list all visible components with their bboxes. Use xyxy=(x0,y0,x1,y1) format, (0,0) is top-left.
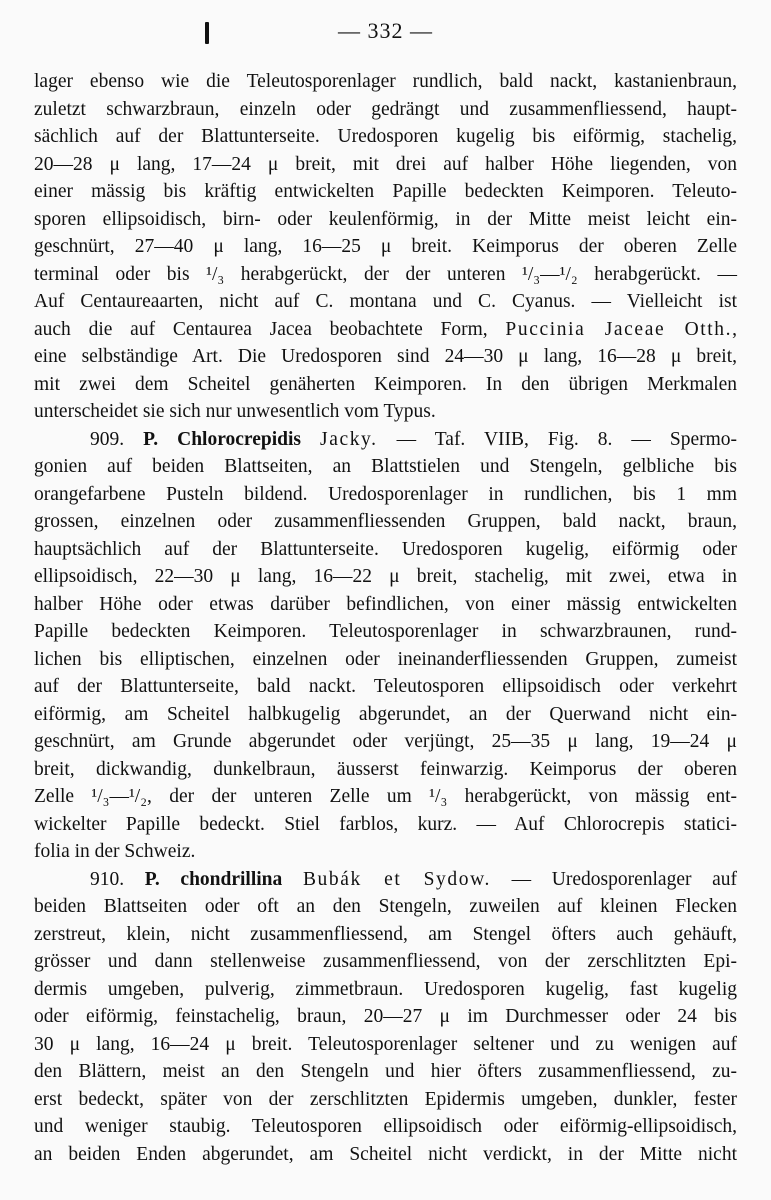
text-line: beiden Blattseiten oder oft an den Stengeln, zuweilen auf kleinen Flecken xyxy=(34,896,737,917)
text-line: Zelle ¹/₃—¹/₂, der der unteren Zelle um ¹/₃ herabgerückt, von mässig ent- xyxy=(34,786,737,807)
text-line: hauptsächlich auf der Blattunterseite. Uredosporen kugelig, eiförmig oder xyxy=(34,538,737,560)
text-line: eiförmig, am Scheitel halbkugelig abgerundet, an der Querwand nicht ein- xyxy=(34,703,737,725)
text-line: und weniger staubig. Teleutosporen ellipsoidisch oder eiförmig-ellipsoidisch, xyxy=(34,1116,737,1137)
text-line: grossen, einzelnen oder zusammenfliessenden Gruppen, bald nackt, braun, xyxy=(34,511,737,532)
text-line: mit zwei dem Scheitel genäherten Keimporen. In den übrigen Merkmalen xyxy=(34,373,737,395)
text-line: erst bedeckt, später von der zerschlitzten Epidermis umgeben, dunkler, fester xyxy=(34,1088,737,1110)
text-line: Auf Centaureaarten, nicht auf C. montana und C. Cyanus. — Vielleicht ist xyxy=(34,291,737,312)
species-name: P. chondrillina xyxy=(144,868,283,890)
text-run: , xyxy=(732,318,737,340)
page-number-header: — 332 — xyxy=(338,18,433,43)
species-name: P. Chlorocrepidis xyxy=(143,428,301,450)
text-line: zerstreut, klein, nicht zusammenfliessend, am Stengel öfters auch gehäuft, xyxy=(34,923,737,945)
text-line: halber Höhe oder etwas darüber befindlichen, von einer mässig entwickelten xyxy=(34,593,737,615)
text-line: terminal oder bis ¹/₃ herabgerückt, der der unteren ¹/₃—¹/₂ herabgerückt. — xyxy=(34,263,737,285)
author-name: Puccinia Jaceae Otth. xyxy=(505,318,733,340)
text-run: 909. xyxy=(90,428,144,450)
text-line: sporen ellipsoidisch, birn- oder keulenförmig, in der Mitte meist leicht ein- xyxy=(34,208,737,230)
text-run xyxy=(282,869,303,890)
text-line: 30 μ lang, 16—24 μ breit. Teleutosporenlager seltener und zu wenigen auf xyxy=(34,1033,737,1055)
page-body-text xyxy=(34,68,737,1168)
text-line: grösser und dann stellenweise zusammenfliessend, von der zerschlitzten Epi- xyxy=(34,951,737,972)
text-line: oder eiförmig, feinstachelig, braun, 20—27 μ im Durchmesser oder 24 bis xyxy=(34,1006,737,1027)
text-line: ellipsoidisch, 22—30 μ lang, 16—22 μ breit, stachelig, mit zwei, etwa in xyxy=(34,566,737,587)
author-name: Bubák et Sydow. xyxy=(302,868,491,890)
text-line: unterscheidet sie sich nur unwesentlich vom Typus. xyxy=(34,401,436,422)
text-line: eine selbständige Art. Die Uredosporen sind 24—30 μ lang, 16—28 μ breit, xyxy=(34,346,737,367)
text-run: auch die auf Centaurea Jacea beobachtete Form, xyxy=(34,318,506,340)
text-line: zuletzt schwarzbraun, einzeln oder gedrängt und zusammenfliessend, haupt- xyxy=(34,98,737,120)
text-line: geschnürt, am Grunde abgerundet oder verjüngt, 25—35 μ lang, 19—24 μ xyxy=(34,731,737,752)
text-run: — Taf. VIIB, Fig. 8. — Spermo- xyxy=(377,428,738,450)
text-line: orangefarbene Pusteln bildend. Uredosporenlager in rundlichen, bis 1 mm xyxy=(34,483,737,505)
text-line xyxy=(34,316,737,344)
text-run xyxy=(301,429,320,450)
text-line: an beiden Enden abgerundet, am Scheitel nicht verdickt, in der Mitte nicht xyxy=(34,1143,737,1165)
text-line: Papille bedeckten Keimporen. Teleutosporenlager in schwarzbraunen, rund- xyxy=(34,621,737,642)
text-line: geschnürt, 27—40 μ lang, 16—25 μ breit. Keimporus der oberen Zelle xyxy=(34,236,737,257)
text-line: wickelter Papille bedeckt. Stiel farblos, kurz. — Auf Chlorocrepis statici- xyxy=(34,813,737,835)
text-run: 910. xyxy=(90,868,145,890)
text-line: 20—28 μ lang, 17—24 μ breit, mit drei auf halber Höhe liegenden, von xyxy=(34,153,737,175)
text-line: auf der Blattunterseite, bald nackt. Teleutosporen ellipsoidisch oder verkehrt xyxy=(34,676,737,697)
text-line: breit, dickwandig, dunkelbraun, äusserst feinwarzig. Keimporus der oberen xyxy=(34,758,737,780)
text-line: sächlich auf der Blattunterseite. Uredosporen kugelig bis eiförmig, stachelig, xyxy=(34,126,737,147)
text-line: lichen bis elliptischen, einzelnen oder ineinanderfliessenden Gruppen, zumeist xyxy=(34,648,737,670)
text-line: einer mässig bis kräftig entwickelten Papille bedeckten Keimporen. Teleuto- xyxy=(34,181,737,202)
text-line xyxy=(34,866,737,894)
text-line: folia in der Schweiz. xyxy=(34,841,196,862)
author-name: Jacky. xyxy=(320,428,378,450)
text-line: gonien auf beiden Blattseiten, an Blattstielen und Stengeln, gelbliche bis xyxy=(34,456,737,477)
text-line: den Blättern, meist an den Stengeln und hier öfters zusammenfliessend, zu- xyxy=(34,1061,737,1082)
text-line xyxy=(34,426,737,454)
text-run: — Uredosporenlager auf xyxy=(491,868,738,890)
text-line: lager ebenso wie die Teleutosporenlager rundlich, bald nackt, kastanienbraun, xyxy=(34,71,737,92)
text-line: dermis umgeben, pulverig, zimmetbraun. Uredosporen kugelig, fast kugelig xyxy=(34,978,737,1000)
